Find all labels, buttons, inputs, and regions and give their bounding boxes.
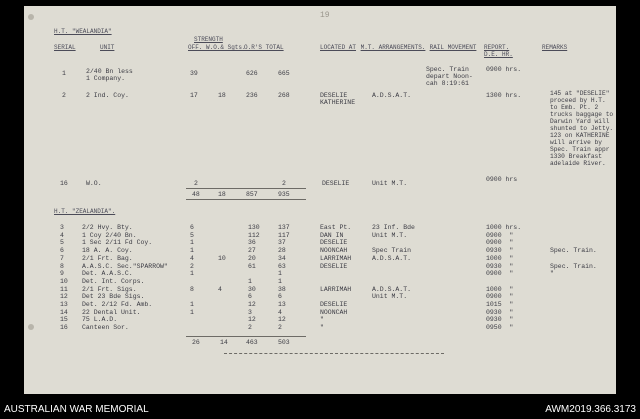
sec1-total-off: 48 (192, 191, 200, 198)
sec2-row-off: 1 (190, 270, 194, 278)
sec2-row-serial: 14 (60, 308, 68, 316)
sec2-row-unit: Det 23 Bde Sigs. (82, 293, 145, 301)
sec2-row-ors: 6 (248, 293, 252, 301)
sec2-row-report: 0930 " (486, 262, 514, 270)
sec2-row-serial: 5 (60, 239, 64, 247)
sec2-row-located: NOONCAH (320, 308, 348, 316)
sec2-row-located: LARRIMAH (320, 285, 352, 293)
sec2-row-report: 1000 hrs. (486, 224, 522, 231)
sec2-row-serial: 15 (60, 316, 68, 324)
sec2-total-off: 26 (192, 339, 200, 346)
sec2-row-ors: 1 (248, 277, 252, 285)
sec2-row-total: 6 (278, 293, 282, 301)
sec2-row-total: 63 (278, 262, 286, 270)
sec2-row-unit: 75 L.A.D. (82, 316, 118, 324)
header-strength: STRENGTH (194, 36, 223, 43)
footer-right: AWM2019.366.3173 (545, 404, 636, 415)
sec2-row-ors: 12 (248, 316, 256, 324)
sec2-row-remarks: Spec. Train. (550, 247, 597, 255)
sec2-row-ors: 2 (248, 324, 252, 332)
row2-report: 1300 hrs. (486, 92, 522, 99)
header-located: LOCATED AT (320, 44, 357, 51)
sec2-row-ors: 12 (248, 301, 256, 308)
document-sheet (24, 6, 616, 394)
row2-total: 268 (278, 92, 290, 99)
sec2-row-total: 37 (278, 239, 286, 247)
sec2-row-located: " (320, 324, 324, 332)
sec2-row-serial: 9 (60, 270, 64, 278)
row2-off: 17 (190, 92, 198, 99)
sec2-row-ors: 61 (248, 262, 256, 270)
sec2-row-unit: 22 Dental Unit. (82, 308, 141, 316)
sec2-row-mt: 23 Inf. Bde (372, 224, 415, 231)
header-serial: SERIAL (54, 44, 76, 51)
sec2-row-located: DESELIE (320, 239, 348, 247)
sec2-row-unit: 2/2 Hvy. Bty. (82, 224, 133, 231)
ship-title: H.T. "WEALANDIA" (54, 28, 112, 35)
sec2-row-unit: A.A.S.C. Sec."SPARROW" (82, 262, 168, 270)
dashed-rule (224, 353, 444, 354)
sec2-row-report: 0930 " (486, 316, 514, 324)
sec2-row-report: 1015 " (486, 301, 514, 308)
sec2-row-ors: 36 (248, 239, 256, 247)
sec2-row-total: 1 (278, 277, 282, 285)
sec2-row-located: East Pt. (320, 224, 352, 231)
row2-unit: 2 Ind. Coy. (86, 92, 129, 99)
sec2-row-off: 4 (190, 254, 194, 262)
sec2-row-ors: 27 (248, 247, 256, 255)
sec2-row-report: 0930 " (486, 247, 514, 255)
sec2-row-serial: 16 (60, 324, 68, 332)
row2-remarks: 145 at "DESELIE" proceed by H.T. to Emb. Pt. 2 trucks baggage to Darwin Yard will shunted to Jetty. 123 on KATHERINE will arrive by Spec. Train appr 1330 Breakfast adelaide River. (550, 90, 614, 167)
sec2-row-unit: 1 Sec 2/11 Fd Coy. (82, 239, 153, 247)
sec2-row-total: 13 (278, 301, 286, 308)
sec2-row-total: 12 (278, 316, 286, 324)
sec2-row-serial: 7 (60, 254, 64, 262)
sec2-row-wo: 4 (218, 285, 222, 293)
sec2-row-off: 8 (190, 285, 194, 293)
sec2-row-unit: Det. 2/12 Fd. Amb. (82, 301, 153, 308)
row1-off: 39 (190, 70, 198, 77)
total-rule (186, 188, 306, 189)
header-movement: RAIL MOVEMENT (429, 44, 477, 51)
row16-unit: W.O. (86, 180, 102, 187)
sec2-row-serial: 6 (60, 247, 64, 255)
sec2-row-off: 5 (190, 231, 194, 239)
row2-serial: 2 (62, 92, 66, 99)
sec2-row-report: 0930 " (486, 308, 514, 316)
sec2-row-ors: 130 (248, 224, 260, 231)
sec2-row-off: 1 (190, 239, 194, 247)
row1-total: 665 (278, 70, 290, 77)
header-report: REPORT. D.E. HR. (484, 44, 513, 58)
sec2-total-wo: 14 (220, 339, 228, 346)
sec2-row-total: 4 (278, 308, 282, 316)
sec2-row-total: 2 (278, 324, 282, 332)
sec2-row-ors: 20 (248, 254, 256, 262)
sec2-row-serial: 13 (60, 301, 68, 308)
row16-off: 2 (194, 180, 198, 187)
punch-hole (28, 324, 34, 330)
row1-unit: 2/40 Bn less 1 Company. (86, 68, 133, 82)
sec2-row-unit: Det. A.A.S.C. (82, 270, 133, 278)
sec2-row-unit: 2/1 Frt. Bag. (82, 254, 133, 262)
header-remarks: REMARKS (542, 44, 568, 51)
sec2-row-total: 1 (278, 270, 282, 278)
sec2-row-mt: Spec Train (372, 247, 412, 255)
punch-hole (28, 14, 34, 20)
sec2-row-total: 34 (278, 254, 286, 262)
sec1-total-ors: 857 (246, 191, 258, 198)
sec2-row-off: 2 (190, 262, 194, 270)
sec2-row-ors: 112 (248, 231, 260, 239)
row1-serial: 1 (62, 70, 66, 77)
sec2-row-total: 137 (278, 224, 290, 231)
sec2-row-wo: 10 (218, 254, 226, 262)
sec2-row-located: DAN IN (320, 231, 344, 239)
row16-mt: Unit M.T. (372, 180, 408, 187)
header-ors-total: O.R'S TOTAL (244, 44, 284, 51)
row1-ors: 626 (246, 70, 258, 77)
sec2-row-unit: 1 Coy 2/40 Bn. (82, 231, 137, 239)
sec1-total-total: 935 (278, 191, 290, 198)
sec2-row-off: 1 (190, 301, 194, 308)
sec2-row-serial: 4 (60, 231, 64, 239)
row1-report: 0900 hrs. (486, 66, 522, 73)
handwritten-page-mark: 19 (320, 11, 330, 20)
sec2-row-serial: 11 (60, 285, 68, 293)
row2-wo: 18 (218, 92, 226, 99)
sec2-row-mt: A.D.S.A.T. (372, 285, 412, 293)
sec2-row-total: 28 (278, 247, 286, 255)
sec2-row-remarks: Spec. Train. (550, 262, 597, 270)
sec2-row-report: 0900 " (486, 270, 514, 278)
sec2-row-located: " (320, 316, 324, 324)
footer-left: AUSTRALIAN WAR MEMORIAL (4, 404, 149, 415)
sec2-row-located: DESELIE (320, 262, 348, 270)
sec2-row-report: 0950 " (486, 324, 514, 332)
row16-serial: 16 (60, 180, 68, 187)
ship2-title: H.T. "ZEALANDIA". (54, 208, 116, 215)
sec2-row-unit: 2/1 Frt. Sigs. (82, 285, 137, 293)
row16-report: 0900 hrs (486, 176, 518, 183)
sec2-row-off: 1 (190, 308, 194, 316)
sec2-row-report: 0900 " (486, 231, 514, 239)
sec2-row-serial: 12 (60, 293, 68, 301)
header-arrangements: M.T. ARRANGEMENTS. (360, 44, 426, 51)
row2-located: DESELIE KATHERINE (320, 92, 356, 106)
sec2-row-ors: 30 (248, 285, 256, 293)
sec2-row-mt: Unit M.T. (372, 293, 408, 301)
sec2-row-located: DESELIE (320, 301, 348, 308)
sec2-total-total: 503 (278, 339, 290, 346)
sec2-row-ors: 3 (248, 308, 252, 316)
sec2-row-unit: Canteen Sor. (82, 324, 129, 332)
sec2-row-off: 6 (190, 224, 194, 231)
sec2-row-report: 1000 " (486, 254, 514, 262)
row2-ors: 236 (246, 92, 258, 99)
sec2-row-report: 1000 " (486, 285, 514, 293)
sec1-total-wo: 18 (218, 191, 226, 198)
sec2-row-mt: A.D.S.A.T. (372, 254, 412, 262)
sec2-row-total: 38 (278, 285, 286, 293)
sec2-row-report: 0900 " (486, 239, 514, 247)
sec2-row-serial: 10 (60, 277, 68, 285)
row2-mt: A.D.S.A.T. (372, 92, 412, 99)
sec2-row-remarks: " (550, 270, 554, 278)
row1-rail: Spec. Train depart Noon- cah 8:19:61 (426, 66, 473, 87)
total-rule (186, 199, 306, 200)
sec2-total-ors: 463 (246, 339, 258, 346)
sec2-row-located: LARRIMAH (320, 254, 352, 262)
row16-total: 2 (282, 180, 286, 187)
sec2-row-total: 117 (278, 231, 290, 239)
sec2-row-report: 0900 " (486, 293, 514, 301)
sec2-row-mt: Unit M.T. (372, 231, 408, 239)
sec2-row-unit: Det. Int. Corps. (82, 277, 145, 285)
sec2-row-unit: 18 A. A. Coy. (82, 247, 133, 255)
row16-located: DESELIE (322, 180, 350, 187)
sec2-row-serial: 8 (60, 262, 64, 270)
header-offrs: OFF. W.O.& Sgts. (188, 44, 246, 51)
sec2-row-located: NOONCAH (320, 247, 348, 255)
sec2-row-off: 1 (190, 247, 194, 255)
header-unit: UNIT (100, 44, 115, 51)
total-rule (186, 336, 306, 337)
sec2-row-serial: 3 (60, 224, 64, 231)
